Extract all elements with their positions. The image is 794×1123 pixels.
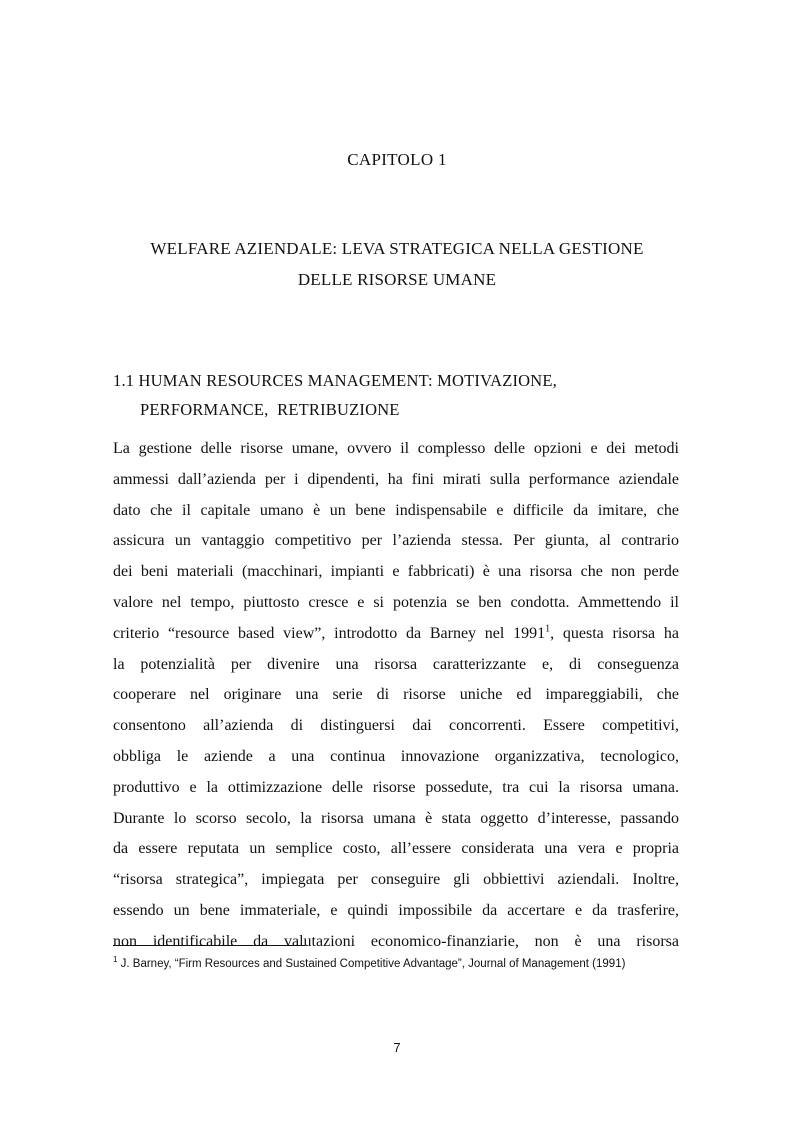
chapter-title [110, 233, 684, 295]
chapter-title-line: DELLE RISORSE UMANE [297, 270, 497, 289]
footnote-reference[interactable]: 1 [545, 623, 551, 635]
body-line: dato che il capitale umano è un bene indispensabile e difficile da imitare, che [113, 501, 679, 519]
body-text-segment: criterio “resource based view”, introdotto da Barney nel 1991 [113, 624, 546, 642]
page-number: 7 [393, 1040, 401, 1055]
section-heading-line: PERFORMANCE, RETRIBUZIONE [140, 400, 400, 419]
body-paragraph [113, 434, 679, 958]
section-heading-line: 1.1 HUMAN RESOURCES MANAGEMENT: MOTIVAZIONE, [113, 371, 558, 390]
footnote-mark: 1 [113, 955, 118, 965]
footnote-text: J. Barney, “Firm Resources and Sustained Competitive Advantage”, Journal of Management (1991) [117, 958, 626, 970]
footnote-divider [113, 945, 305, 946]
body-line: produttivo e la ottimizzazione delle risorse possedute, tra cui la risorsa umana. [113, 778, 679, 796]
body-line: non identificabile da valutazioni economico-finanziarie, non è una risorsa [113, 932, 679, 950]
body-line: valore nel tempo, piuttosto cresce e si potenzia se ben condotta. Ammettendo il [113, 593, 679, 611]
body-line: consentono all’azienda di distinguersi dai concorrenti. Essere competitivi, [113, 717, 679, 735]
chapter-title-line: WELFARE AZIENDALE: LEVA STRATEGICA NELLA GESTIONE [150, 239, 644, 258]
body-line: la potenzialità per divenire una risorsa caratterizzante e, di conseguenza [113, 655, 679, 673]
body-line: ammessi dall’azienda per i dipendenti, ha fini mirati sulla performance aziendale [113, 470, 679, 488]
body-line-with-footnote [113, 619, 679, 650]
body-line: La gestione delle risorse umane, ovvero il complesso delle opzioni e dei metodi [113, 440, 679, 457]
body-line: cooperare nel originare una serie di risorse uniche ed impareggiabili, che [113, 686, 679, 704]
chapter-label: CAPITOLO 1 [347, 150, 447, 169]
body-line: obbliga le aziende a una continua innovazione organizzativa, tecnologico, [113, 747, 679, 765]
body-line: Durante lo scorso secolo, la risorsa umana è stata oggetto d’interesse, passando [113, 809, 679, 827]
body-line: da essere reputata un semplice costo, all’essere considerata una vera e propria [113, 840, 679, 858]
footnote [113, 956, 713, 972]
body-line: assicura un vantaggio competitivo per l’azienda stessa. Per giunta, al contrario [113, 532, 679, 550]
body-line: essendo un bene immateriale, e quindi impossibile da accertare e da trasferire, [113, 901, 679, 919]
body-text-segment: , questa risorsa ha [550, 624, 680, 642]
section-heading [113, 366, 713, 424]
body-line: dei beni materiali (macchinari, impianti e fabbricati) è una risorsa che non perde [113, 563, 679, 581]
body-line: “risorsa strategica”, impiegata per conseguire gli obbiettivi aziendali. Inoltre, [113, 871, 679, 889]
